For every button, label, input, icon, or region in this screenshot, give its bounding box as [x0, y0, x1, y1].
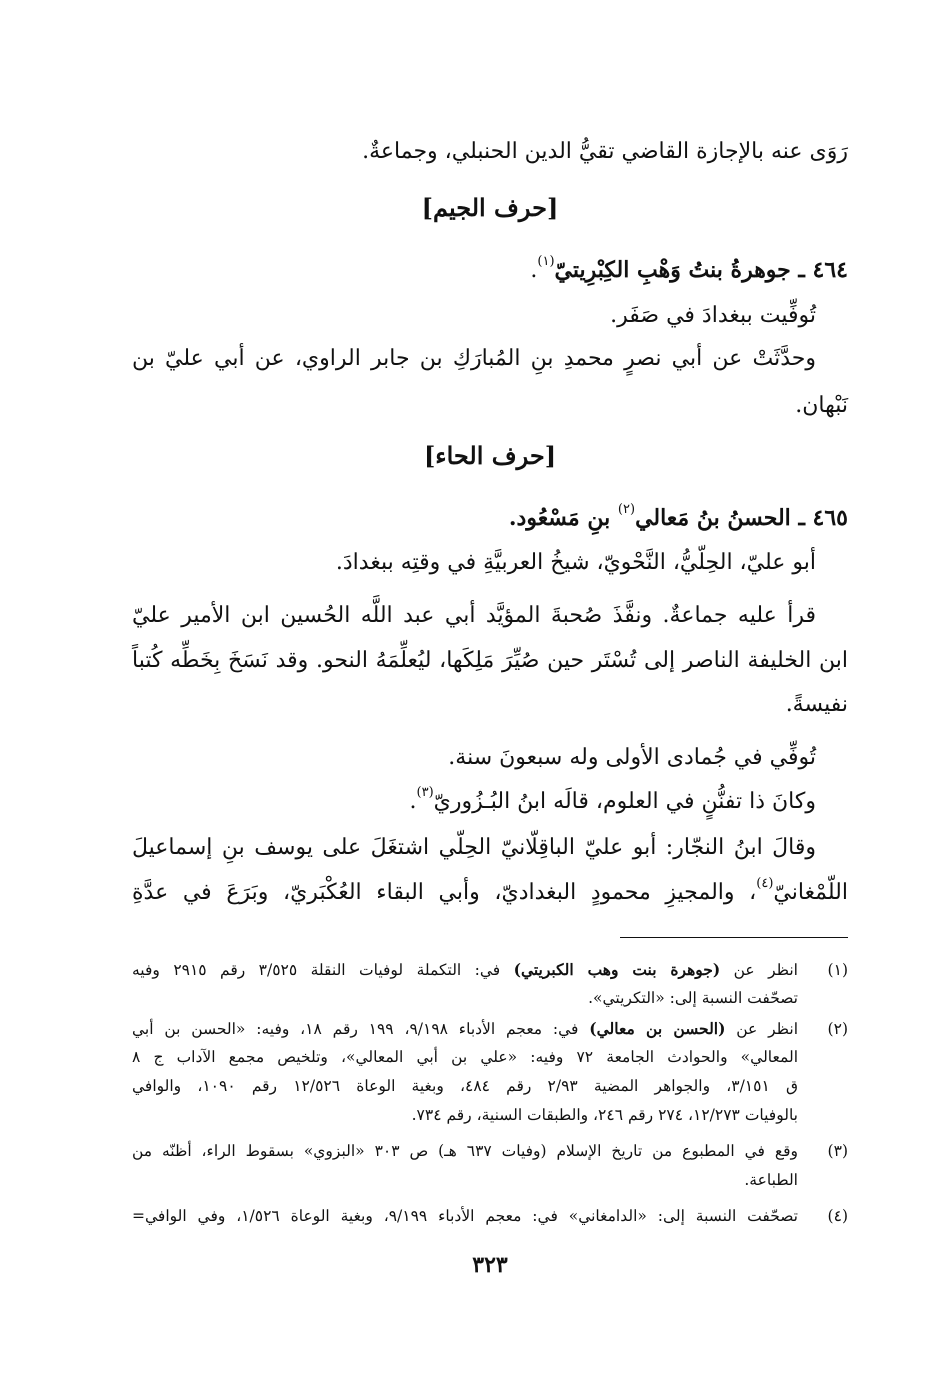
section-heading-haa: [حرف الحاء]: [423, 441, 557, 470]
entry-464-tail: .: [530, 258, 538, 283]
footnote-text-part: في: معجم الأدباء ٩/١٩٨، ١٩٩ رقم ١٨، وفيه: «الحسن بن أبي: [132, 1020, 590, 1038]
body-line: نفيسةً.: [785, 692, 848, 717]
footnote-ref-1: (١): [537, 253, 555, 269]
footnote-text-part: انظر عن: [725, 1020, 798, 1038]
footnote-separator: [620, 937, 848, 938]
body-line: نَبْهان.: [795, 393, 848, 418]
section-heading-jeem: [حرف الجيم]: [421, 193, 559, 222]
body-line: قرأ عليه جماعةٌ. ونفَّذَ صُحبةَ المؤيَّد أبي عبد اللَّه الحُسين ابن الأمير عليّ: [132, 603, 816, 628]
body-line: [132, 875, 848, 908]
entry-465-head-rest: بنِ مَسْعُود.: [508, 505, 618, 531]
footnote-text: تصحّفت النسبة إلى: «الدامغاني» في: معجم الأدباء ٩/١٩٩، وبغية الوعاة ١/٥٢٦، وفي الوافي=: [132, 1207, 798, 1225]
footnote-number: (٢): [827, 1020, 848, 1038]
footnote-text: ق ٣/١٥١، والجواهر المضية ٢/٩٣ رقم ٤٨٤، وبغية الوعاة ١٢/٥٢٦ رقم ١٠٩٠، والوافي: [132, 1077, 798, 1095]
footnote-text: المعالي» والحوادث الجامعة ٧٢ وفيه: «علي بن أبي المعالي»، وتلخيص مجمع الآداب ج ٨: [132, 1048, 798, 1066]
body-line: وحدَّثَتْ عن أبي نصرٍ محمدِ بنِ المُبارَكِ بن جابر الراوي، عن أبي عليّ بن: [132, 346, 816, 371]
footnote-text: [132, 1016, 798, 1042]
footnote-text: بالوفيات ١٢/٢٧٣، ٢٧٤ رقم ٢٤٦، والطبقات السنية، رقم ٧٣٤.: [411, 1106, 798, 1124]
footnote-text: [132, 957, 798, 983]
body-line: رَوَى عنه بالإجازة القاضي تقيُّ الدين الحنبلي، وجماعةٌ.: [362, 139, 848, 164]
body-text: .: [409, 789, 417, 814]
body-line: تُوفِّيت ببغدادَ في صَفَر.: [610, 303, 816, 328]
body-line: تُوفِّي في جُمادى الأولى وله سبعونَ سنة.: [448, 745, 816, 770]
book-page: [132, 0, 848, 1378]
footnote-number: (٤): [827, 1207, 848, 1225]
body-line: [132, 784, 848, 817]
footnote-subject: (الحسن بن معالي): [589, 1019, 726, 1038]
footnote-subject: (جوهرة بنت وهب الكبريتي): [513, 960, 721, 979]
entry-465-head: ٤٦٥ ـ الحسنُ بنُ مَعالي: [635, 505, 848, 531]
entry-464-head: ٤٦٤ ـ جوهرةُ بنتُ وَهْبِ الكِبْرِيتيّ: [554, 257, 848, 283]
footnote-text-part: انظر عن: [720, 961, 798, 979]
entry-464-title: [132, 255, 848, 286]
body-text: اللّمْغانيّ: [773, 880, 848, 905]
body-line: ابن الخليفة الناصر إلى تُسْتَر حين صُيِّرَ مَلِكَها، ليُعلِّمَهُ النحو. وقد نَسَخَ بِخَطِّه كُتباً: [132, 648, 848, 673]
footnote-ref-3: (٣): [416, 784, 434, 800]
footnote-text: الطباعة.: [744, 1171, 798, 1189]
footnote-ref-2: (٢): [617, 501, 636, 517]
footnote-text: تصحّفت النسبة إلى: «التكريتي».: [588, 989, 798, 1007]
footnote-text: وقع في المطبوع من تاريخ الإسلام (وفيات ٦٣٧ هـ) ص ٣٠٣ «البزوي» بسقوط الراء، أظنّه من: [132, 1142, 798, 1160]
entry-465-title: [132, 503, 848, 534]
body-text: وكانَ ذا تفنُّنٍ في العلوم، قالَه ابنُ البُـزُوريّ: [433, 789, 816, 814]
body-text: ، والمجيزِ محمودٍ البغداديّ، وأبي البقاء العُكْبَريّ، وبَرَعَ في عدَّةِ: [132, 880, 757, 905]
footnote-ref-4: (٤): [756, 875, 774, 891]
body-line: أبو عليّ، الحِلّيُّ، النَّحْويّ، شيخُ العربيَّةِ في وقتِه ببغدادَ.: [335, 550, 816, 575]
footnote-number: (١): [827, 961, 848, 979]
body-line: وقالَ ابنُ النجّار: أبو عليّ الباقِلّانيّ الحِلّي اشتغَلَ على يوسف بنِ إسماعيلَ: [132, 835, 816, 860]
page-number: ٣٢٣: [472, 1252, 508, 1278]
footnote-text-part: في: التكملة لوفيات النقلة ٣/٥٢٥ رقم ٢٩١٥ وفيه: [132, 961, 514, 979]
footnote-number: (٣): [827, 1142, 848, 1160]
